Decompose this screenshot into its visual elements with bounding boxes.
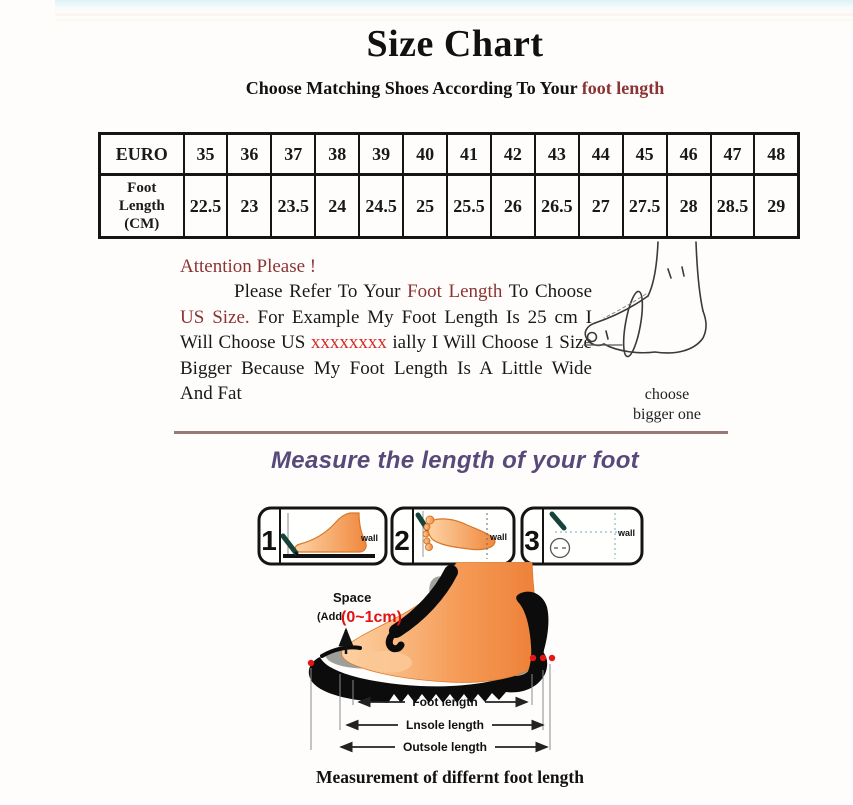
space-value-label: (0~1cm) [341, 609, 402, 626]
page-title: Size Chart [366, 23, 544, 65]
foot-length-cell: 26.5 [535, 175, 579, 238]
shoe-length-diagram [300, 562, 620, 767]
subtitle-prefix: Choose Matching Shoes According To Your [245, 78, 582, 98]
attention-line: And Fat [180, 383, 242, 405]
euro-size-cell: 36 [227, 134, 271, 175]
foot-length-header-cell [100, 175, 184, 238]
step-number: 2 [394, 525, 410, 556]
attention-text: To Choose [502, 281, 592, 303]
sketch-sole-heel [604, 311, 706, 353]
foot-length-label: Foot length [412, 695, 478, 709]
foot-length-cell: 27.5 [623, 175, 667, 238]
section-divider [174, 431, 728, 434]
attention-line [180, 305, 592, 330]
sketch-dashed-line [604, 294, 646, 318]
measure-heading: Measure the length of your foot [271, 447, 639, 474]
attention-note [180, 254, 592, 406]
euro-size-cell: 39 [359, 134, 403, 175]
sketch-shin-front [648, 242, 658, 296]
euro-row [100, 134, 799, 175]
euro-size-cell: 40 [403, 134, 447, 175]
foot-length-cell: 24.5 [359, 175, 403, 238]
space-add-label: (Add [317, 611, 343, 623]
decorative-top-strip [55, 0, 853, 13]
step-panel-2 [392, 508, 514, 564]
euro-size-cell: 41 [447, 134, 491, 175]
euro-size-cell: 42 [491, 134, 535, 175]
foot-length-cell: 28.5 [711, 175, 755, 238]
bottom-caption: Measurement of differnt foot length [316, 767, 584, 787]
foot-length-cell: 24 [315, 175, 359, 238]
attention-line: Bigger Because My Foot Length Is A Little Wide [180, 357, 592, 379]
choose-bigger-caption [597, 385, 737, 424]
attention-text: For Example My Foot Length Is 25 cm I [249, 306, 592, 328]
measure-steps-illustration [255, 505, 645, 569]
decorative-top-strip-pink [55, 13, 853, 16]
euro-size-cell: 47 [711, 134, 755, 175]
caption-line: bigger one [633, 405, 701, 423]
euro-size-cell: 38 [315, 134, 359, 175]
attention-text: Will Choose US [180, 332, 311, 354]
size-table [98, 132, 800, 239]
wall-label: wall [490, 532, 508, 542]
foot-length-row [100, 175, 799, 238]
sketch-ankle-marks [668, 267, 684, 278]
foot-length-cell: 25 [403, 175, 447, 238]
euro-size-cell: 43 [535, 134, 579, 175]
foot-length-cell: 23.5 [271, 175, 315, 238]
foot-length-cell: 26 [491, 175, 535, 238]
attention-line [180, 279, 592, 304]
euro-header-cell: EURO [100, 134, 184, 175]
foot-length-label-line: (CM) [124, 216, 160, 233]
wall-label: wall [361, 533, 379, 543]
foot-length-label-line: Foot [127, 179, 157, 196]
decorative-top-strip-yellow [55, 19, 853, 21]
attention-text: Please Refer To Your [234, 281, 408, 303]
euro-size-cell: 48 [754, 134, 798, 175]
attention-line [180, 330, 592, 355]
euro-size-cell: 44 [579, 134, 623, 175]
outsole-length-label: Outsole length [403, 740, 487, 754]
sketch-girth-ellipse [620, 290, 646, 358]
caption-line: choose [644, 386, 690, 403]
attention-text: ially I Will Choose 1 Size [386, 332, 592, 354]
sketch-shin-back [696, 242, 703, 311]
wall-label: wall [618, 528, 636, 538]
foot-length-cell: 27 [579, 175, 623, 238]
step-number: 1 [261, 525, 277, 556]
euro-size-cell: 35 [184, 134, 228, 175]
subtitle-highlight: foot length [581, 78, 665, 98]
attention-highlight: Foot Length [407, 281, 503, 303]
foot-length-label-line: Length [118, 197, 165, 214]
step-panel-3 [522, 508, 642, 564]
subtitle [55, 78, 853, 99]
foot-length-cell: 23 [227, 175, 271, 238]
sketch-toe-tip [588, 333, 597, 342]
euro-size-cell: 37 [271, 134, 315, 175]
space-label: Space [333, 590, 372, 605]
step-number: 3 [524, 525, 540, 556]
foot-length-cell: 22.5 [184, 175, 228, 238]
sketch-instep [595, 296, 648, 323]
attention-highlight: US Size. [180, 306, 250, 328]
attention-heading: Attention Please ! [180, 256, 317, 277]
foot-length-cell: 28 [667, 175, 711, 238]
euro-size-cell: 46 [667, 134, 711, 175]
foot-length-cell: 25.5 [447, 175, 491, 238]
attention-redacted-x: xxxxxxxx [310, 332, 387, 354]
euro-size-table [98, 132, 800, 239]
foot-line-drawing-icon [582, 241, 730, 371]
euro-size-cell: 45 [623, 134, 667, 175]
insole-length-label: Lnsole length [406, 718, 484, 732]
sketch-toe-cleft [606, 331, 608, 339]
step-panel-1 [259, 508, 386, 564]
foot-length-cell: 29 [754, 175, 798, 238]
